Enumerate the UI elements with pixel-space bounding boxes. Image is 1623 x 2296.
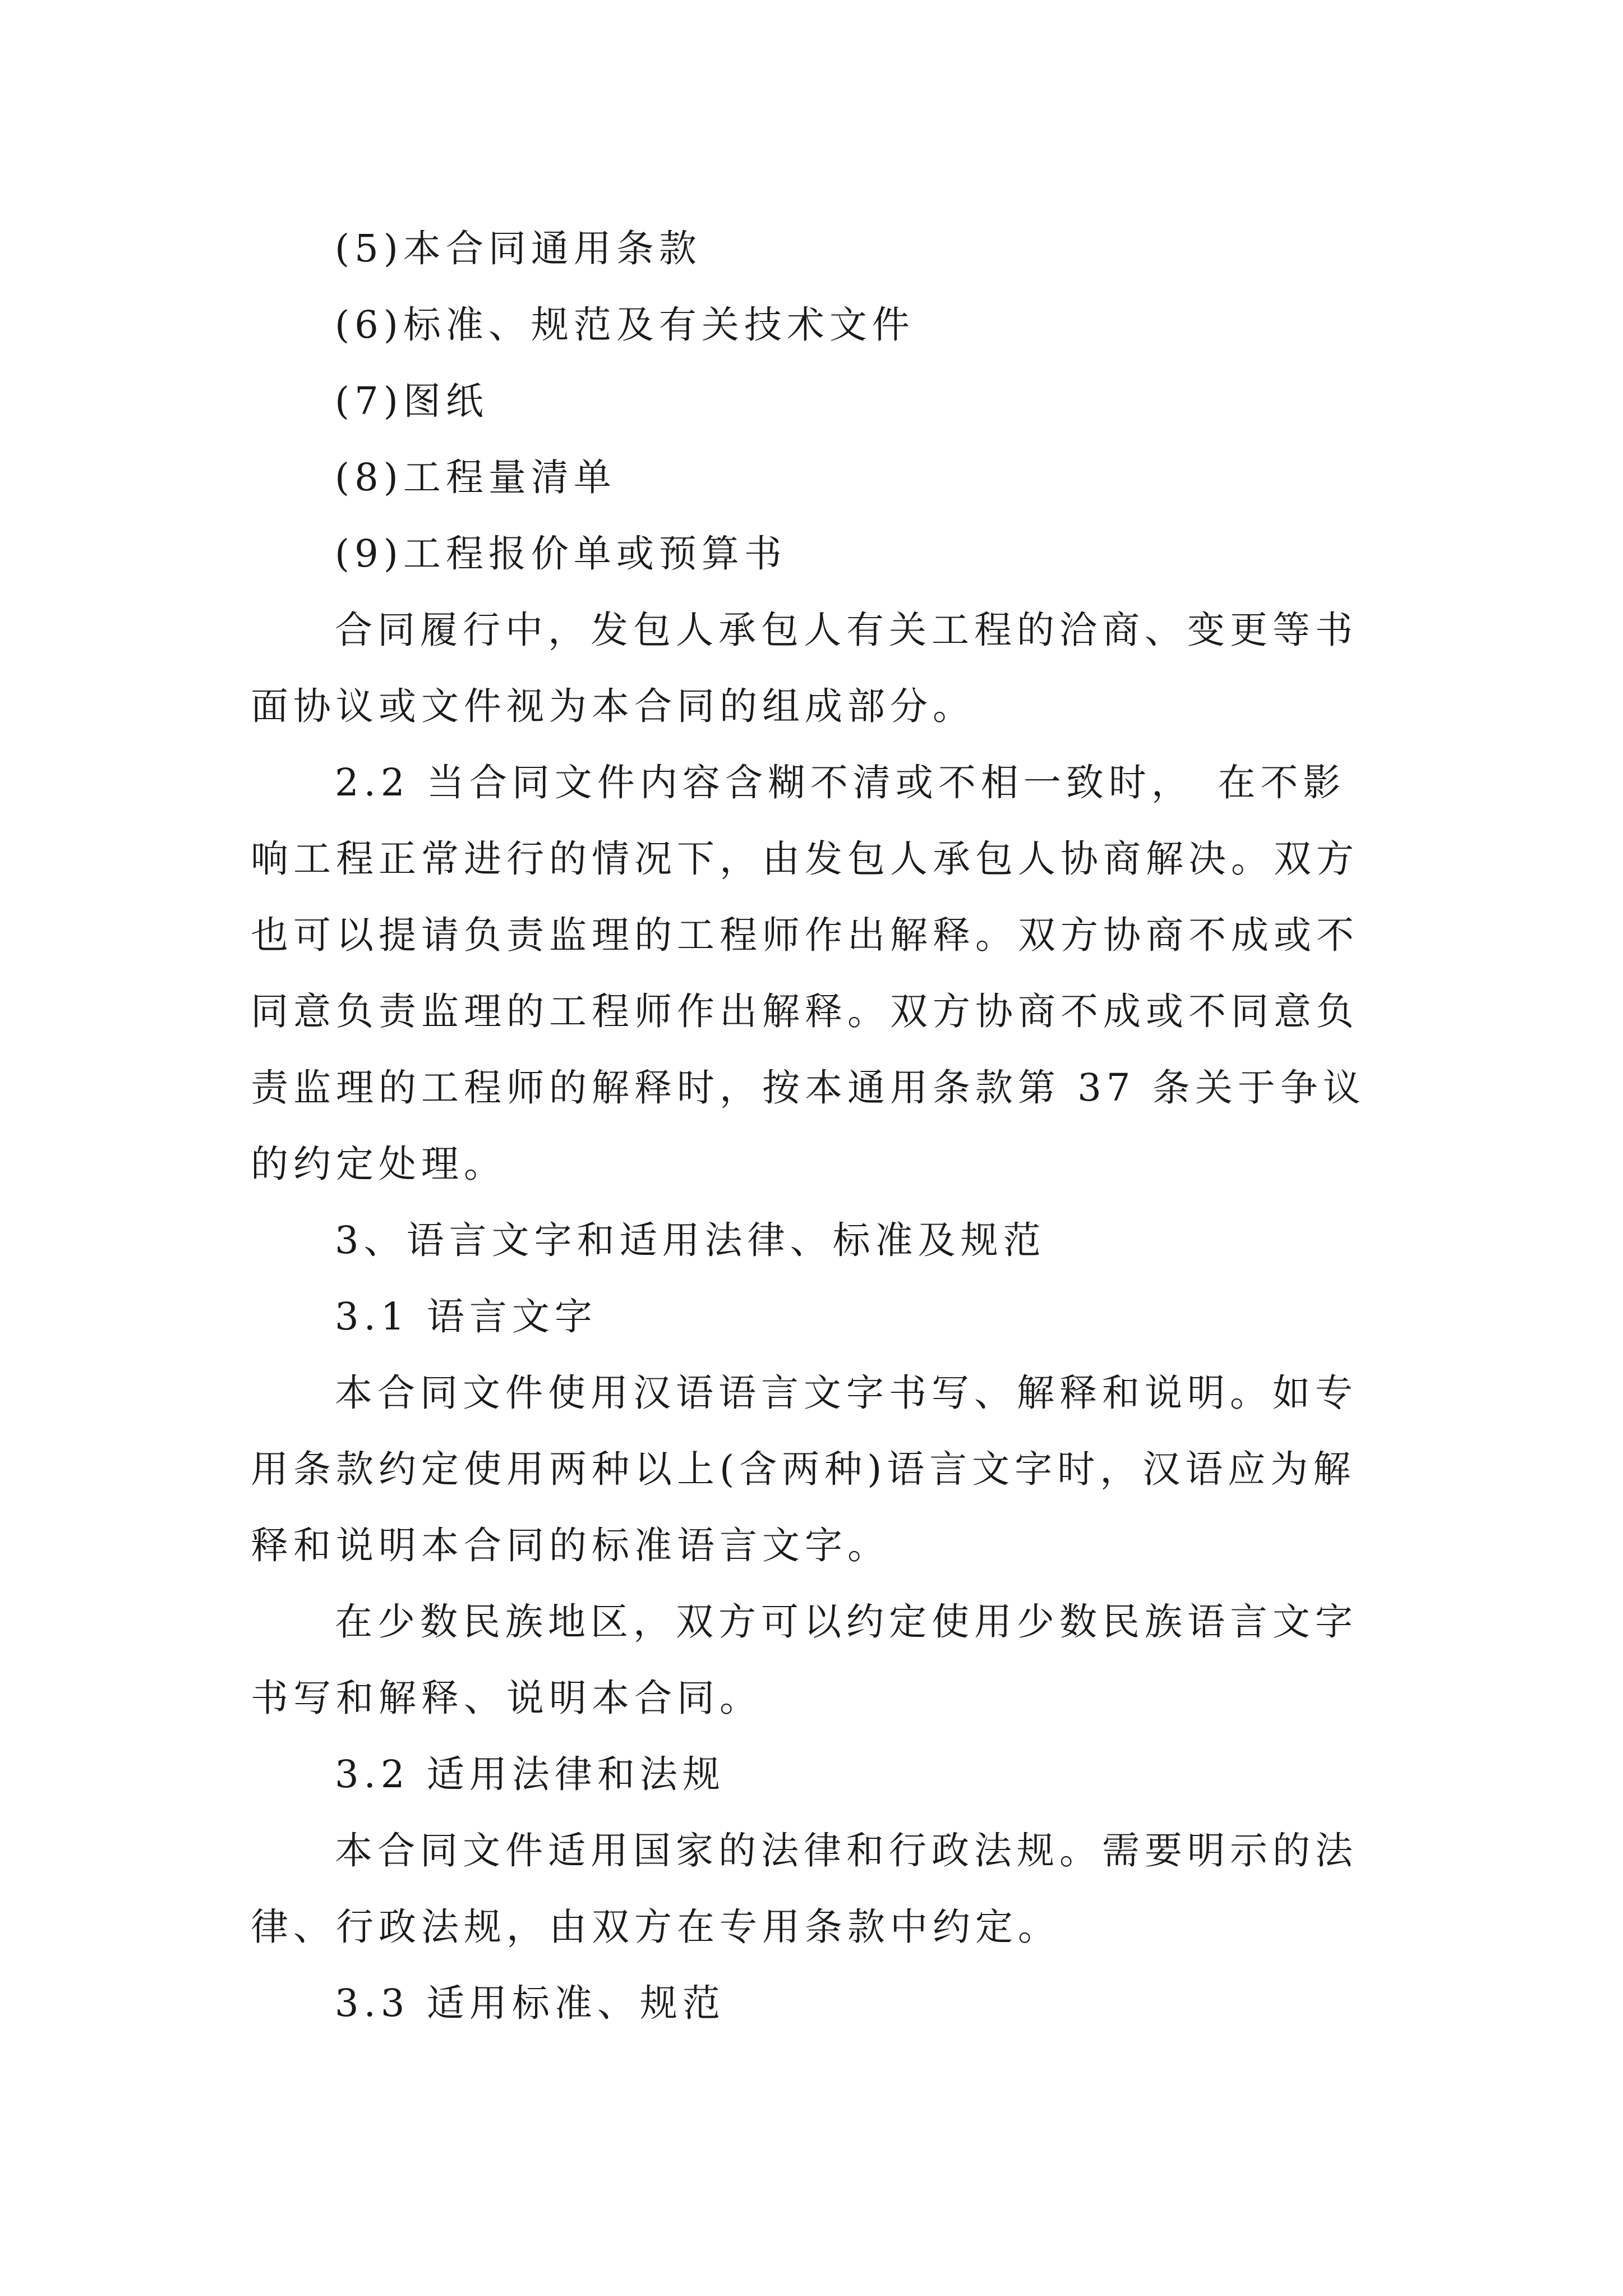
paragraph-line: 释和说明本合同的标准语言文字。 — [251, 1524, 890, 1567]
paragraph-line: 本合同文件使用汉语语言文字书写、解释和说明。如专 — [335, 1371, 1358, 1415]
subsection-heading: 3.3 适用标准、规范 — [335, 1981, 725, 2025]
paragraph-line: 本合同文件适用国家的法律和行政法规。需要明示的法 — [335, 1829, 1358, 1872]
document-body — [251, 210, 1375, 2041]
paragraph-line: 合同履行中，发包人承包人有关工程的洽商、变更等书 — [335, 608, 1358, 652]
paragraph-line: 书写和解释、说明本合同。 — [251, 1676, 762, 1720]
paragraph-line: 用条款约定使用两种以上(含两种)语言文字时，汉语应为解 — [251, 1447, 1356, 1491]
paragraph-line: 在少数民族地区，双方可以约定使用少数民族语言文字 — [335, 1600, 1358, 1644]
list-item-7: (7)图纸 — [335, 379, 488, 423]
paragraph-line: 同意负责监理的工程师作出解释。双方协商不成或不同意负 — [251, 990, 1359, 1033]
paragraph-line: 也可以提请负责监理的工程师作出解释。双方协商不成或不 — [251, 913, 1359, 957]
list-item-9: (9)工程报价单或预算书 — [335, 532, 787, 576]
list-item-6: (6)标准、规范及有关技术文件 — [335, 303, 915, 347]
paragraph-line: 的约定处理。 — [251, 1142, 506, 1186]
paragraph-line: 响工程正常进行的情况下，由发包人承包人协商解决。双方 — [251, 837, 1359, 881]
list-item-5: (5)本合同通用条款 — [335, 227, 702, 270]
paragraph-line: 2.2 当合同文件内容含糊不清或不相一致时， 在不影 — [335, 761, 1346, 804]
subsection-heading: 3.1 语言文字 — [335, 1295, 597, 1338]
paragraph-line: 面协议或文件视为本合同的组成部分。 — [251, 684, 975, 728]
paragraph-line: 律、行政法规，由双方在专用条款中约定。 — [251, 1905, 1061, 1949]
paragraph-line: 责监理的工程师的解释时，按本通用条款第 37 条关于争议 — [251, 1066, 1366, 1110]
section-heading: 3、语言文字和适用法律、标准及规范 — [335, 1218, 1046, 1262]
list-item-8: (8)工程量清单 — [335, 455, 616, 499]
subsection-heading: 3.2 适用法律和法规 — [335, 1752, 725, 1796]
